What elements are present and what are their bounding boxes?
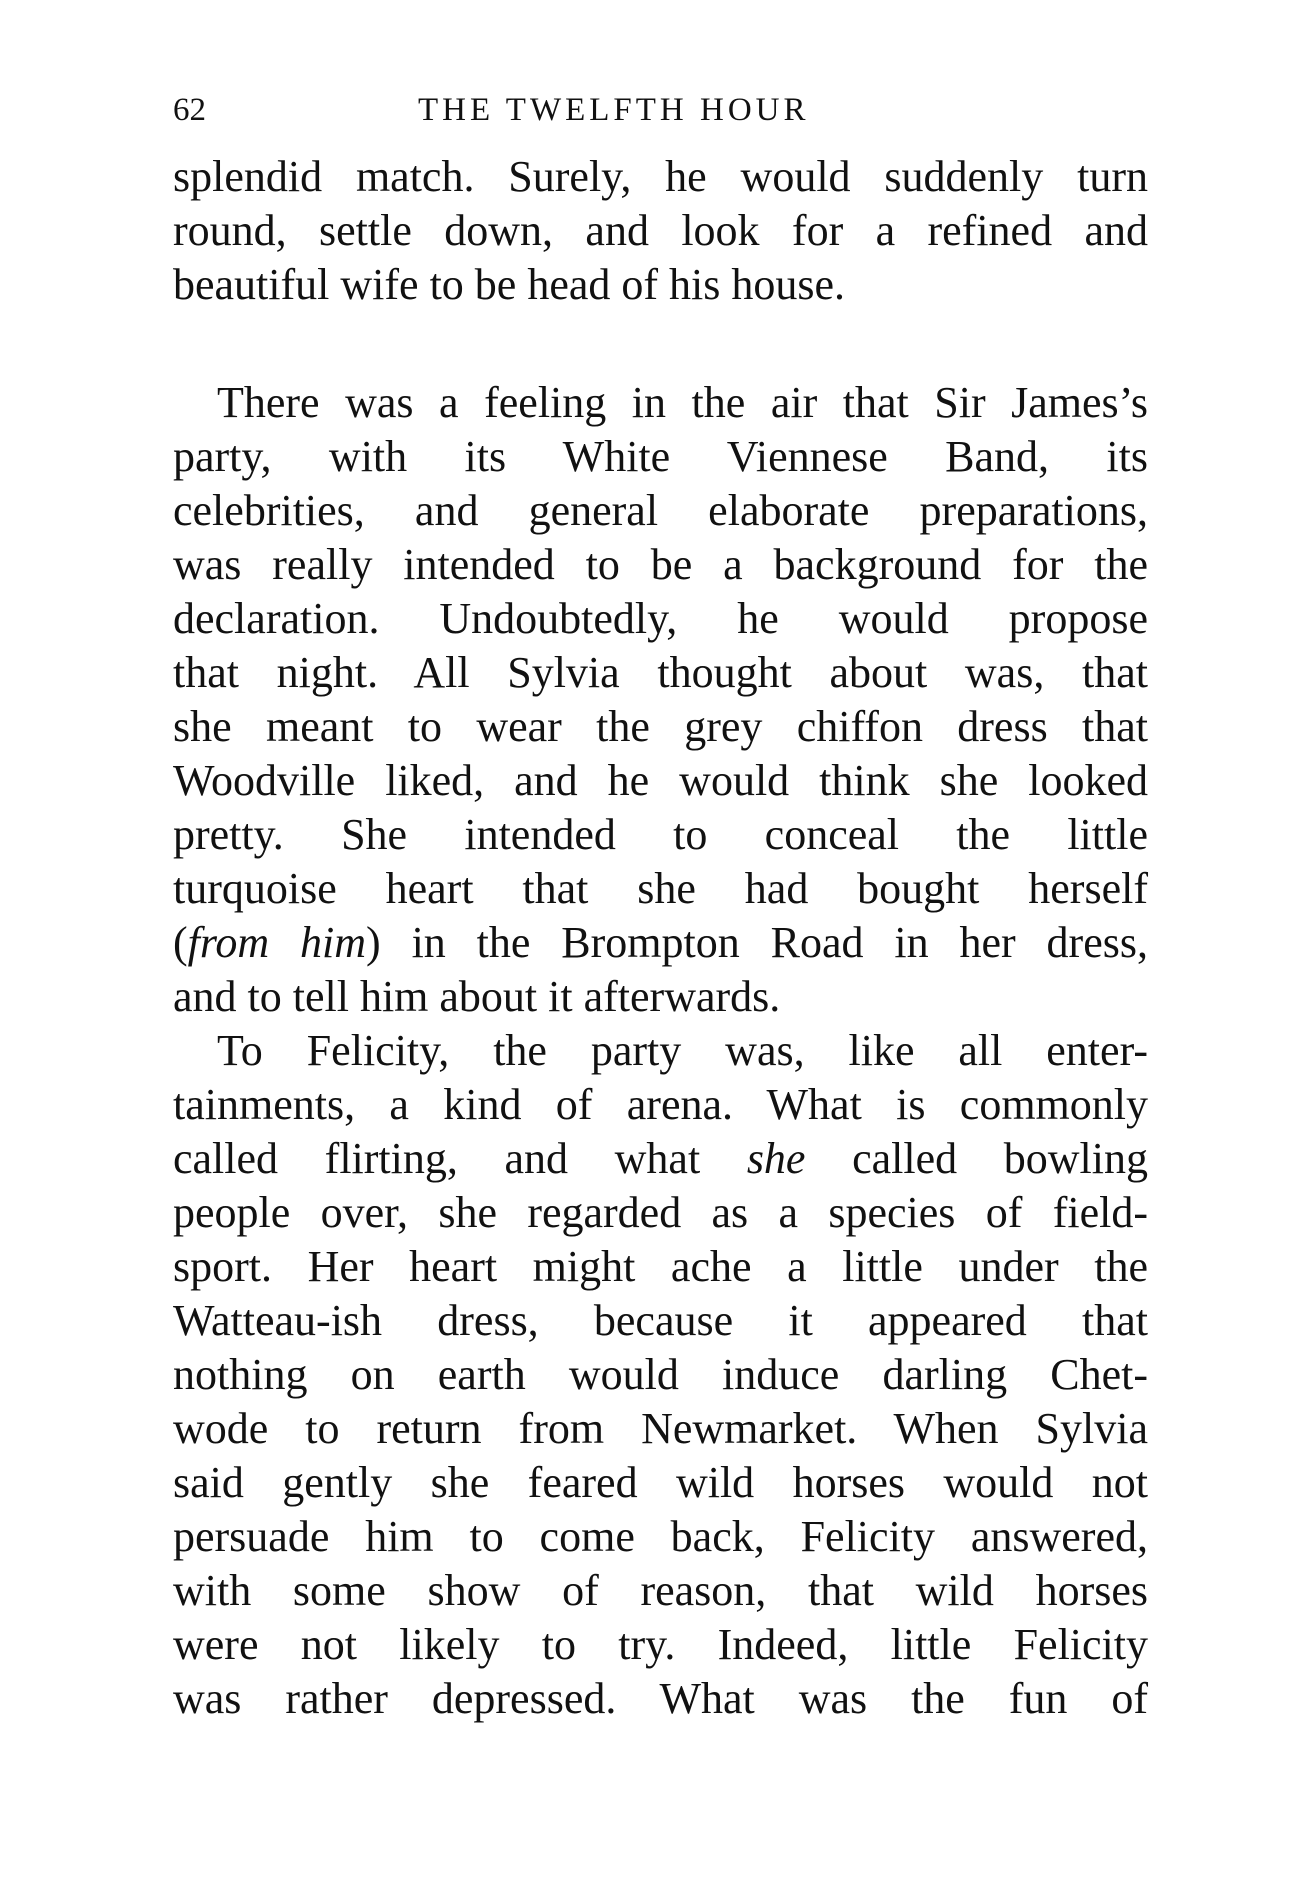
running-head [173, 92, 1153, 132]
text-line: were not likely to try. Indeed, little Felicity [173, 1620, 1148, 1669]
text-line: that night. All Sylvia thought about was, that [173, 648, 1148, 697]
text-line: celebrities, and general elaborate preparations, [173, 486, 1148, 535]
text-line: pretty. She intended to conceal the little [173, 810, 1148, 859]
line-after: called bowling [805, 1134, 1148, 1183]
text-line: beautiful wife to be head of his house. [173, 260, 846, 309]
text-line: persuade him to come back, Felicity answered, [173, 1512, 1148, 1561]
text-line: was rather depressed. What was the fun of [173, 1674, 1148, 1723]
text-line: round, settle down, and look for a refined and [173, 206, 1148, 255]
text-line: nothing on earth would induce darling Chet- [173, 1350, 1148, 1399]
page-number: 62 [173, 92, 206, 128]
line-rest: ) in the Brompton Road in her dress, [366, 918, 1148, 967]
text-line: declaration. Undoubtedly, he would propose [173, 594, 1148, 643]
text-line: people over, she regarded as a species of field- [173, 1188, 1148, 1237]
text-line: Watteau-ish dress, because it appeared that [173, 1296, 1148, 1345]
italic-text: she [746, 1134, 806, 1183]
open-paren: ( [173, 918, 188, 967]
text-line: tainments, a kind of arena. What is commonly [173, 1080, 1148, 1129]
body-text [173, 150, 1148, 1726]
paragraph-gap [173, 312, 1148, 376]
text-line: she meant to wear the grey chiffon dress that [173, 702, 1148, 751]
text-line: turquoise heart that she had bought herself [173, 864, 1148, 913]
text-line: was really intended to be a background for the [173, 540, 1148, 589]
text-line: wode to return from Newmarket. When Sylvia [173, 1404, 1148, 1453]
text-line [173, 916, 1148, 970]
text-line: and to tell him about it afterwards. [173, 972, 781, 1021]
running-title: THE TWELFTH HOUR [418, 92, 810, 128]
text-line: sport. Her heart might ache a little under the [173, 1242, 1148, 1291]
text-line: Woodville liked, and he would think she looked [173, 756, 1148, 805]
text-line: To Felicity, the party was, like all enter- [217, 1026, 1148, 1075]
italic-text: from him [187, 918, 367, 967]
text-line: party, with its White Viennese Band, its [173, 432, 1148, 481]
text-line: There was a feeling in the air that Sir James’s [217, 378, 1148, 427]
text-line: splendid match. Surely, he would suddenly turn [173, 152, 1148, 201]
text-line: said gently she feared wild horses would not [173, 1458, 1148, 1507]
text-line [173, 1132, 1148, 1186]
text-line: with some show of reason, that wild horses [173, 1566, 1148, 1615]
line-before: called flirting, and what [173, 1134, 747, 1183]
